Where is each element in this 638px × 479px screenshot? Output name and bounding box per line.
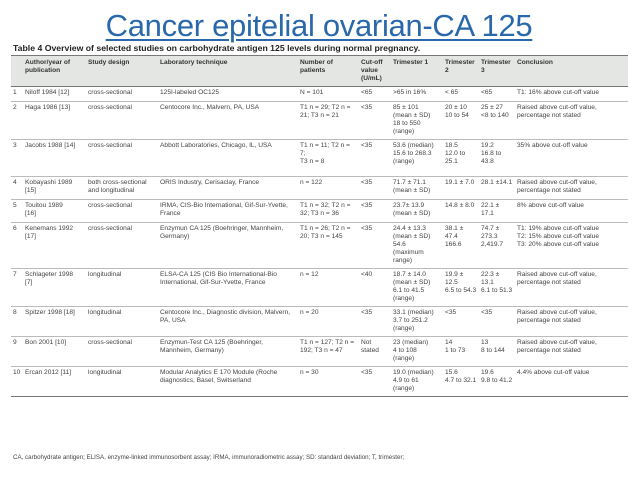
table-row [11,223,628,269]
conclusion-cell: 8% above cut-off value [517,202,584,209]
technique-cell: Centocore Inc., Diagnostic division, Malvern, PA, USA [160,309,291,324]
trimester-3-cell: 22.1 ± 17.1 [481,202,500,217]
technique-cell: ELSA-CA 125 (CIS Bio International-Bio International, Gif-Sur-Yvette, France [160,271,277,286]
row-index: 2 [11,102,23,140]
patients-cell: T1 n = 11; T2 n = 7; T3 n = 8 [300,142,350,165]
patients-cell: T1 n = 32; T2 n = 32; T3 n = 36 [300,202,351,217]
trimester-2-cell: <35 [445,309,457,316]
design-cell: cross-sectional [88,104,132,111]
trimester-3-cell: 28.1 ±14.1 [481,179,513,186]
trimester-1-cell: 18.7 ± 14.0 (mean ± SD) 6.1 to 41.5 (range) [393,271,431,302]
technique-cell: Modular Analytics E 170 Module (Roche diagnostics, Basel, Switserland [160,369,278,384]
table-caption: Table 4 Overview of selected studies on carbohydrate antigen 125 levels during normal pregnancy. [13,43,421,53]
header-design: Study design [86,56,158,87]
cutoff-cell: <35 [361,369,373,376]
patients-cell: N = 101 [300,89,324,96]
technique-cell: Centocore Inc., Malvern, PA, USA [160,104,260,111]
trimester-3-cell: 19.2 16.8 to 43.8 [481,142,502,165]
header-patients: Number of patients [298,56,359,87]
conclusion-cell: Raised above cut-off value, percentage not stated [517,179,597,194]
conclusion-cell: Raised above cut-off value, percentage not stated [517,271,597,286]
cutoff-cell: Not stated [361,339,379,354]
technique-cell: 125I-labeled OC125 [160,89,220,96]
author-cell: Schlageter 1998 [7] [25,271,74,286]
trimester-1-cell: 23.7± 13.9 (mean ± SD) [393,202,431,217]
patients-cell: n = 30 [300,369,319,376]
row-index: 8 [11,307,23,337]
trimester-2-cell: 14 1 to 73 [445,339,466,354]
design-cell: cross-sectional [88,142,132,149]
header-technique: Laboratory technique [158,56,298,87]
cutoff-cell: <35 [361,104,373,111]
trimester-2-cell: 15.6 4.7 to 32.1 [445,369,477,384]
trimester-3-cell: <65 [481,89,493,96]
row-index: 3 [11,140,23,177]
technique-cell: Enzymun CA 125 (Boehringer, Mannheim, Germany) [160,225,284,240]
author-cell: Ercan 2012 [11] [25,369,72,376]
header-cutoff: Cut-off value (U/mL) [359,56,391,87]
cutoff-cell: <35 [361,202,373,209]
trimester-3-cell: 74.7 ± 273.3 2,419.7 [481,225,503,248]
table-row [11,337,628,367]
trimester-2-cell: 19.9 ± 12.5 6.5 to 54.3 [445,271,477,294]
patients-cell: T1 n = 127; T2 n = 192; T3 n = 47 [300,339,355,354]
row-index: 10 [11,367,23,397]
technique-cell: IRMA, CIS-Bio International, Gif-Sur-Yvette, France [160,202,288,217]
trimester-3-cell: 22.3 ± 13.1 6.1 to 51.3 [481,271,513,294]
header-author: Author/year of publication [23,56,86,87]
table-row [11,367,628,397]
design-cell: longitudinal [88,309,122,316]
cutoff-cell: <35 [361,309,373,316]
row-index: 6 [11,223,23,269]
trimester-3-cell: <35 [481,309,493,316]
patients-cell: n = 20 [300,309,319,316]
patients-cell: T1 n = 26; T2 n = 20; T3 n = 145 [300,225,351,240]
patients-cell: T1 n = 29; T2 n = 21; T3 n = 21 [300,104,351,119]
trimester-1-cell: 85 ± 101 (mean ± SD) 18 to 550 (range) [393,104,431,135]
trimester-1-cell: 53.6 (median) 15.6 to 268.3 (range) [393,142,434,165]
row-index: 5 [11,200,23,223]
trimester-2-cell: < 65 [445,89,459,96]
trimester-1-cell: 23 (median) 4 to 108 (range) [393,339,429,362]
conclusion-cell: Raised above cut-off value, percentage not stated [517,339,597,354]
cutoff-cell: <35 [361,142,373,149]
trimester-3-cell: 13 8 to 144 [481,339,505,354]
row-index: 1 [11,87,23,102]
table-footnote: CA, carbohydrate antigen; ELISA, enzyme-linked immunosorbent assay; IRMA, immunoradiometric assay; SD: standard deviation; T, trimester; [13,454,405,461]
design-cell: cross-sectional [88,339,132,346]
patients-cell: n = 12 [300,271,319,278]
header-conclusion: Conclusion [515,56,628,87]
cutoff-cell: <65 [361,89,373,96]
design-cell: cross-sectional [88,89,132,96]
table-row [11,177,628,200]
author-cell: Haga 1986 [13] [25,104,71,111]
trimester-2-cell: 38.1 ± 47.4 166.6 [445,225,464,248]
conclusion-cell: 35% above cut-off value [517,142,588,149]
trimester-1-cell: 19.0 (median) 4.9 to 61 (range) [393,369,434,392]
trimester-3-cell: 19.6 9.8 to 41.2 [481,369,513,384]
table-header-row [11,56,628,87]
trimester-1-cell: 71.7 ± 71.1 (mean ± SD) [393,179,431,194]
row-index: 4 [11,177,23,200]
row-index: 9 [11,337,23,367]
author-cell: Jacobs 1988 [14] [25,142,76,149]
cutoff-cell: <35 [361,179,373,186]
design-cell: cross-sectional [88,202,132,209]
conclusion-cell: Raised above cut-off value, percentage not stated [517,309,597,324]
conclusion-cell: Raised above cut-off value, percentage not stated [517,104,597,119]
trimester-1-cell: 24.4 ± 13.3 (mean ± SD) 54.6 (maximum range) [393,225,431,264]
trimester-2-cell: 20 ± 10 10 to 54 [445,104,469,119]
slide-title: Cancer epitelial ovarian-CA 125 [105,8,533,43]
design-cell: longitudinal [88,271,122,278]
header-trimester-2: Trimester 2 [443,56,479,87]
cutoff-cell: <40 [361,271,373,278]
trimester-1-cell: >65 in 16% [393,89,427,96]
table-row [11,87,628,102]
design-cell: longitudinal [88,369,122,376]
table-row [11,307,628,337]
technique-cell: Abbott Laboratories, Chicago, IL, USA [160,142,272,149]
table-row [11,102,628,140]
conclusion-cell: T1: 16% above cut-off value [517,89,599,96]
author-cell: Kobayashi 1989 [15] [25,179,73,194]
author-cell: Bon 2001 [10] [25,339,67,346]
author-cell: Niloff 1984 [12] [25,89,70,96]
author-cell: Spitzer 1998 [18] [25,309,75,316]
row-index: 7 [11,269,23,307]
technique-cell: Enzymun-Test CA 125 (Boehringer, Mannheim, Germany) [160,339,263,354]
patients-cell: n = 122 [300,179,323,186]
trimester-2-cell: 14.8 ± 8.0 [445,202,475,209]
design-cell: cross-sectional [88,225,132,232]
conclusion-cell: 4.4% above cut-off value [517,369,590,376]
header-trimester-1: Trimester 1 [391,56,443,87]
trimester-2-cell: 18.5 12.0 to 25.1 [445,142,466,165]
trimester-3-cell: 25 ± 27 <8 to 140 [481,104,509,119]
header-index [11,56,23,87]
conclusion-cell: T1: 19% above cut-off value T2: 15% above cut-off value T3: 20% above cut-off value [517,225,599,248]
design-cell: both cross-sectional and longitudinal [88,179,147,194]
studies-table [11,55,628,397]
header-trimester-3: Trimester 3 [479,56,515,87]
author-cell: Kenemans 1992 [17] [25,225,74,240]
table-row [11,200,628,223]
cutoff-cell: <35 [361,225,373,232]
trimester-1-cell: 33.1 (median) 3.7 to 251.2 (range) [393,309,434,332]
table-row [11,140,628,177]
table-row [11,269,628,307]
technique-cell: ORIS Industry, Cerisaclay, France [160,179,260,186]
author-cell: Touitou 1989 [16] [25,202,63,217]
trimester-2-cell: 19.1 ± 7.0 [445,179,475,186]
